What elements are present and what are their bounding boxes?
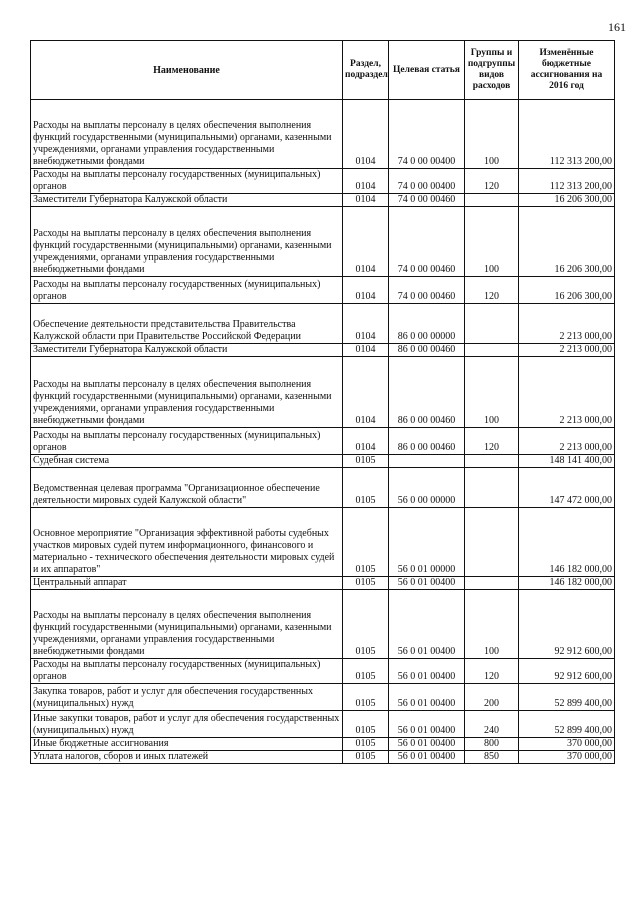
row-name: Расходы на выплаты персоналу государственных (муниципальных) органов bbox=[31, 169, 343, 194]
row-group: 100 bbox=[465, 207, 519, 277]
row-section: 0104 bbox=[343, 100, 389, 169]
table-header-row bbox=[31, 41, 615, 100]
row-section: 0104 bbox=[343, 304, 389, 344]
row-section: 0105 bbox=[343, 508, 389, 577]
row-section: 0104 bbox=[343, 357, 389, 428]
row-target: 74 0 00 00400 bbox=[389, 169, 465, 194]
row-section: 0105 bbox=[343, 738, 389, 751]
row-amount: 146 182 000,00 bbox=[519, 508, 615, 577]
row-amount: 2 213 000,00 bbox=[519, 344, 615, 357]
row-section: 0105 bbox=[343, 455, 389, 468]
row-section: 0105 bbox=[343, 751, 389, 764]
row-group: 850 bbox=[465, 751, 519, 764]
row-name: Заместители Губернатора Калужской области bbox=[31, 194, 343, 207]
page-number: 161 bbox=[608, 20, 626, 34]
row-target: 56 0 01 00400 bbox=[389, 751, 465, 764]
row-group bbox=[465, 577, 519, 590]
row-name: Расходы на выплаты персоналу в целях обеспечения выполнения функций государственными (муниципальными) органами, казенными учреждениями, органами управления государственными внебюджетными фондами bbox=[31, 357, 343, 428]
row-name: Судебная система bbox=[31, 455, 343, 468]
row-group: 200 bbox=[465, 684, 519, 711]
row-name: Ведомственная целевая программа "Организационное обеспечение деятельности мировых судей Калужской области" bbox=[31, 468, 343, 508]
row-target: 56 0 01 00400 bbox=[389, 659, 465, 684]
row-target: 56 0 01 00400 bbox=[389, 711, 465, 738]
row-target: 56 0 00 00000 bbox=[389, 468, 465, 508]
row-target: 86 0 00 00460 bbox=[389, 428, 465, 455]
row-target: 56 0 01 00400 bbox=[389, 577, 465, 590]
row-amount: 16 206 300,00 bbox=[519, 194, 615, 207]
row-name: Расходы на выплаты персоналу государственных (муниципальных) органов bbox=[31, 277, 343, 304]
row-section: 0105 bbox=[343, 659, 389, 684]
row-group: 120 bbox=[465, 428, 519, 455]
row-amount: 370 000,00 bbox=[519, 738, 615, 751]
row-amount: 92 912 600,00 bbox=[519, 590, 615, 659]
row-target: 74 0 00 00400 bbox=[389, 100, 465, 169]
row-section: 0105 bbox=[343, 684, 389, 711]
row-group bbox=[465, 468, 519, 508]
row-amount: 112 313 200,00 bbox=[519, 100, 615, 169]
row-amount: 92 912 600,00 bbox=[519, 659, 615, 684]
table-row bbox=[31, 428, 615, 455]
row-section: 0104 bbox=[343, 277, 389, 304]
row-section: 0104 bbox=[343, 344, 389, 357]
row-target: 56 0 01 00400 bbox=[389, 738, 465, 751]
row-name: Расходы на выплаты персоналу в целях обеспечения выполнения функций государственными (муниципальными) органами, казенными учреждениями, органами управления государственными внебюджетными фондами bbox=[31, 207, 343, 277]
row-section: 0105 bbox=[343, 711, 389, 738]
table-row bbox=[31, 508, 615, 577]
header-section: Раздел, подраздел bbox=[343, 41, 389, 100]
table-body bbox=[31, 100, 615, 764]
table-row bbox=[31, 590, 615, 659]
row-amount: 147 472 000,00 bbox=[519, 468, 615, 508]
row-amount: 52 899 400,00 bbox=[519, 684, 615, 711]
header-name: Наименование bbox=[31, 41, 343, 100]
row-target: 56 0 01 00000 bbox=[389, 508, 465, 577]
header-group: Группы и подгруппы видов расходов bbox=[465, 41, 519, 100]
row-group bbox=[465, 508, 519, 577]
table-row bbox=[31, 751, 615, 764]
row-amount: 2 213 000,00 bbox=[519, 304, 615, 344]
row-group bbox=[465, 304, 519, 344]
row-section: 0105 bbox=[343, 577, 389, 590]
row-amount: 146 182 000,00 bbox=[519, 577, 615, 590]
row-amount: 112 313 200,00 bbox=[519, 169, 615, 194]
row-section: 0104 bbox=[343, 428, 389, 455]
table-row bbox=[31, 207, 615, 277]
table-row bbox=[31, 738, 615, 751]
row-name: Центральный аппарат bbox=[31, 577, 343, 590]
row-group: 120 bbox=[465, 277, 519, 304]
row-amount: 2 213 000,00 bbox=[519, 357, 615, 428]
header-amount: Изменённые бюджетные ассигнования на 2016 год bbox=[519, 41, 615, 100]
row-target: 86 0 00 00000 bbox=[389, 304, 465, 344]
row-section: 0105 bbox=[343, 590, 389, 659]
table-row bbox=[31, 357, 615, 428]
budget-table bbox=[30, 40, 615, 764]
row-group: 100 bbox=[465, 590, 519, 659]
row-group bbox=[465, 194, 519, 207]
row-section: 0105 bbox=[343, 468, 389, 508]
table-row bbox=[31, 304, 615, 344]
table-row bbox=[31, 659, 615, 684]
row-section: 0104 bbox=[343, 169, 389, 194]
row-group: 120 bbox=[465, 169, 519, 194]
row-name: Иные закупки товаров, работ и услуг для обеспечения государственных (муниципальных) нужд bbox=[31, 711, 343, 738]
row-name: Расходы на выплаты персоналу в целях обеспечения выполнения функций государственными (муниципальными) органами, казенными учреждениями, органами управления государственными внебюджетными фондами bbox=[31, 590, 343, 659]
row-section: 0104 bbox=[343, 207, 389, 277]
row-name: Расходы на выплаты персоналу в целях обеспечения выполнения функций государственными (муниципальными) органами, казенными учреждениями, органами управления государственными внебюджетными фондами bbox=[31, 100, 343, 169]
row-name: Расходы на выплаты персоналу государственных (муниципальных) органов bbox=[31, 659, 343, 684]
table-row bbox=[31, 468, 615, 508]
row-target bbox=[389, 455, 465, 468]
row-group: 100 bbox=[465, 357, 519, 428]
row-target: 86 0 00 00460 bbox=[389, 344, 465, 357]
table-row bbox=[31, 711, 615, 738]
row-amount: 370 000,00 bbox=[519, 751, 615, 764]
row-target: 74 0 00 00460 bbox=[389, 207, 465, 277]
row-name: Расходы на выплаты персоналу государственных (муниципальных) органов bbox=[31, 428, 343, 455]
row-group bbox=[465, 344, 519, 357]
row-group: 800 bbox=[465, 738, 519, 751]
row-group bbox=[465, 455, 519, 468]
row-amount: 148 141 400,00 bbox=[519, 455, 615, 468]
row-name: Закупка товаров, работ и услуг для обеспечения государственных (муниципальных) нужд bbox=[31, 684, 343, 711]
row-group: 120 bbox=[465, 659, 519, 684]
table-row bbox=[31, 344, 615, 357]
table-row bbox=[31, 684, 615, 711]
header-target: Целевая статья bbox=[389, 41, 465, 100]
row-target: 56 0 01 00400 bbox=[389, 684, 465, 711]
row-group: 100 bbox=[465, 100, 519, 169]
table-row bbox=[31, 169, 615, 194]
table-row bbox=[31, 194, 615, 207]
row-target: 74 0 00 00460 bbox=[389, 277, 465, 304]
row-group: 240 bbox=[465, 711, 519, 738]
row-section: 0104 bbox=[343, 194, 389, 207]
table-row bbox=[31, 277, 615, 304]
row-name: Заместители Губернатора Калужской области bbox=[31, 344, 343, 357]
row-name: Обеспечение деятельности представительства Правительства Калужской области при Правительстве Российской Федерации bbox=[31, 304, 343, 344]
row-target: 86 0 00 00460 bbox=[389, 357, 465, 428]
row-target: 56 0 01 00400 bbox=[389, 590, 465, 659]
row-amount: 2 213 000,00 bbox=[519, 428, 615, 455]
row-amount: 52 899 400,00 bbox=[519, 711, 615, 738]
row-amount: 16 206 300,00 bbox=[519, 207, 615, 277]
table-row bbox=[31, 100, 615, 169]
row-name: Основное мероприятие "Организация эффективной работы судебных участков мировых судей путем информационного, финансового и материально - технического обеспечения деятельности мировых судей и их аппаратов" bbox=[31, 508, 343, 577]
row-name: Иные бюджетные ассигнования bbox=[31, 738, 343, 751]
table-row bbox=[31, 577, 615, 590]
table-row bbox=[31, 455, 615, 468]
row-name: Уплата налогов, сборов и иных платежей bbox=[31, 751, 343, 764]
row-amount: 16 206 300,00 bbox=[519, 277, 615, 304]
row-target: 74 0 00 00460 bbox=[389, 194, 465, 207]
